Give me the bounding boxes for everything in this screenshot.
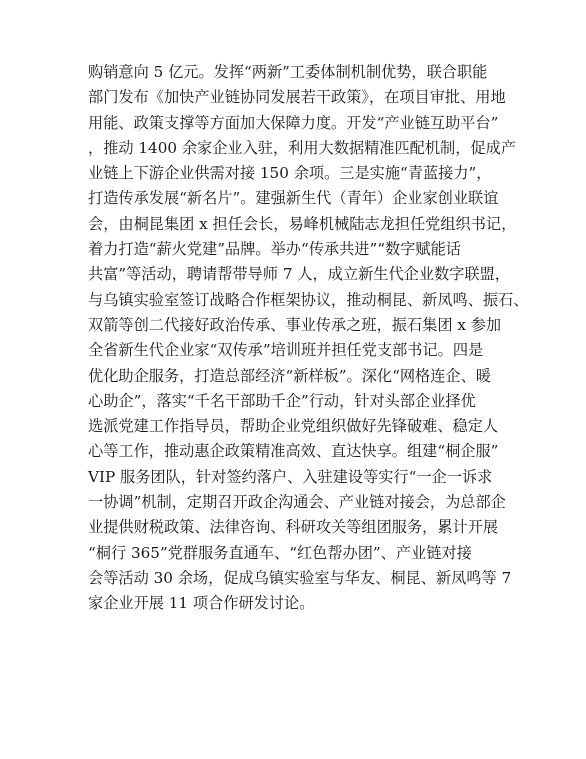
- text-line: ，推动 1400 余家企业入驻，利用大数据精准匹配机制，促成产: [88, 138, 516, 157]
- text-line: 业链上下游企业供需对接 150 余项。三是实施“青蓝接力”，: [88, 164, 492, 183]
- text-line: VIP 服务团队，针对签约落户、入驻建设等实行“一企一诉求: [88, 467, 493, 486]
- text-line: 购销意向 5 亿元。发挥“两新”工委体制机制优势，联合职能: [88, 63, 488, 81]
- text-line: 会，由桐昆集团 x 担任会长，易峰机械陆志龙担任党组织书记，: [88, 214, 517, 233]
- text-line: 与乌镇实验室签订战略合作框架协议，推动桐昆、新凤鸣、振石、: [88, 290, 529, 309]
- text-line: 打造传承发展“新名片”。建强新生代（青年）企业家创业联谊: [88, 189, 499, 208]
- text-line: 心等工作，推动惠企政策精准高效、直达快享。组建“桐企服”: [88, 442, 499, 461]
- text-line: 全省新生代企业家“双传承”培训班并担任党支部书记。四是: [88, 341, 484, 360]
- text-line: 家企业开展 11 项合作研发讨论。: [88, 594, 315, 613]
- text-line: 会等活动 30 余场，促成乌镇实验室与华友、桐昆、新凤鸣等 7: [88, 568, 512, 587]
- text-line: 共富”等活动，聘请帮带导师 7 人，成立新生代企业数字联盟，: [88, 265, 510, 284]
- text-line: 一协调”机制，定期召开政企沟通会、产业链对接会，为总部企: [88, 493, 506, 512]
- text-line: 着力打造“薪火党建”品牌。举办“传承共进”“数字赋能话: [88, 240, 461, 259]
- text-line: 用能、政策支撑等方面加大保障力度。开发“产业链互助平台”: [88, 113, 499, 132]
- body-paragraph: [88, 60, 529, 617]
- text-line: 双箭等创二代接好政治传承、事业传承之班，振石集团 x 参加: [88, 315, 502, 334]
- text-line: “桐行 365”党群服务直通车、“红色帮办团”、产业链对接: [88, 543, 472, 562]
- text-line: 部门发布《加快产业链协同发展若干政策》，在项目审批、用地: [88, 88, 506, 107]
- text-line: 心助企”，落实“千名干部助千企”行动，针对头部企业择优: [88, 391, 476, 410]
- text-line: 业提供财税政策、法律咨询、科研攻关等组团服务，累计开展: [88, 518, 499, 537]
- text-line: 优化助企服务，打造总部经济“新样板”。深化“网格连企、暖: [88, 366, 491, 385]
- text-line: 选派党建工作指导员，帮助企业党组织做好先锋破难、稳定人: [88, 417, 499, 436]
